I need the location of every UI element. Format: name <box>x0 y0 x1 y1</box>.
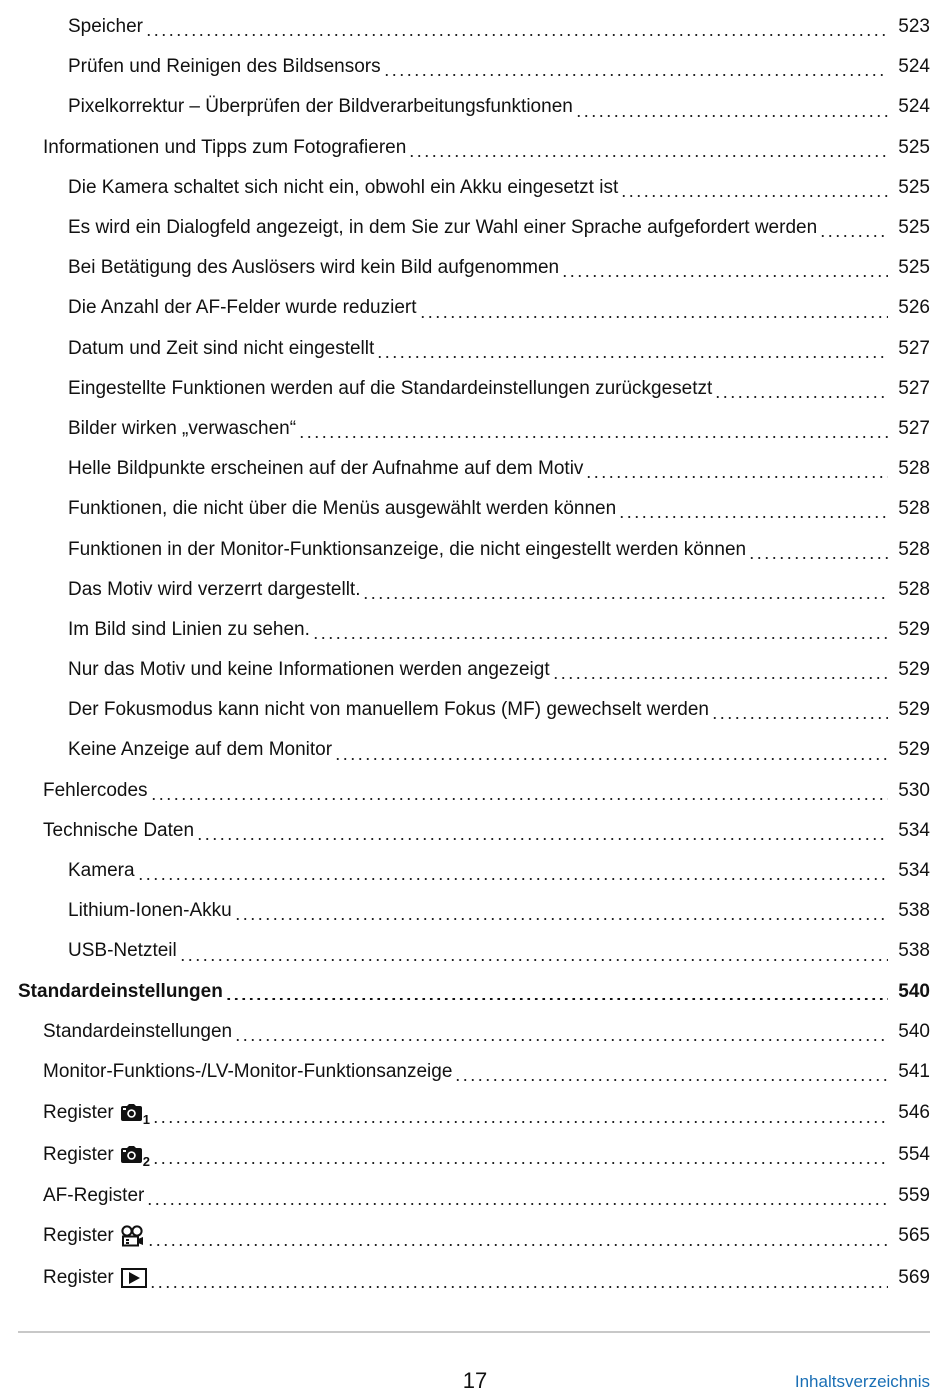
footer-divider <box>18 1331 930 1333</box>
dot-leader <box>376 356 888 358</box>
toc-entry-page: 534 <box>898 860 930 882</box>
toc-entry[interactable] <box>0 891 950 931</box>
dot-leader <box>196 838 888 840</box>
toc-entry-title <box>68 256 559 280</box>
toc-entry-title <box>43 1224 145 1248</box>
dot-leader <box>149 1286 888 1288</box>
dot-leader <box>312 637 888 639</box>
toc-entry-page: 541 <box>898 1060 930 1082</box>
toc-entry-title <box>68 15 143 39</box>
toc-entry-title-text: Der Fokusmodus kann nicht von manuellem Fokus (MF) gewechselt werden <box>68 699 709 721</box>
toc-entry-title-text: Monitor-Funktions-/LV-Monitor-Funktionsanzeige <box>43 1060 453 1082</box>
toc-entry-title-text: Register <box>43 1101 114 1123</box>
toc-entry-page: 554 <box>898 1143 930 1165</box>
toc-entry-title <box>68 859 135 883</box>
toc-entry-page: 523 <box>898 16 930 38</box>
toc-entry-title-text: Die Anzahl der AF-Felder wurde reduziert <box>68 297 417 319</box>
toc-entry-page: 527 <box>898 377 930 399</box>
toc-entry-title <box>68 538 746 562</box>
toc-entry[interactable] <box>0 1012 950 1052</box>
icon-subscript: 2 <box>142 1153 150 1169</box>
toc-entry-page: 524 <box>898 96 930 118</box>
dot-leader <box>225 998 888 1001</box>
toc-entry[interactable] <box>0 1257 950 1299</box>
dot-leader <box>145 34 888 36</box>
dot-leader <box>618 516 888 518</box>
toc-entry-title <box>68 658 550 682</box>
page-number: 17 <box>462 1368 488 1393</box>
toc-entry-page: 525 <box>898 176 930 198</box>
toc-entry-title-text: Das Motiv wird verzerrt dargestellt. <box>68 578 361 600</box>
toc-entry[interactable] <box>0 208 950 248</box>
toc-entry-title-text: Register <box>43 1143 114 1165</box>
dot-leader <box>575 115 888 117</box>
toc-entry[interactable] <box>0 730 950 770</box>
toc-entry[interactable] <box>0 329 950 369</box>
dot-leader <box>146 1203 888 1205</box>
toc-entry-title <box>68 497 616 521</box>
dot-leader <box>552 677 888 679</box>
toc-entry[interactable] <box>0 771 950 811</box>
toc-entry[interactable] <box>0 7 950 47</box>
toc-entry-title <box>68 698 709 722</box>
toc-entry-title <box>68 95 573 119</box>
dot-leader <box>152 1121 888 1123</box>
toc-entry[interactable] <box>0 1052 950 1092</box>
toc-entry[interactable] <box>0 449 950 489</box>
toc-entry[interactable] <box>0 168 950 208</box>
toc-entry[interactable] <box>0 972 950 1012</box>
toc-entry-title-text: Datum und Zeit sind nicht eingestellt <box>68 337 375 359</box>
toc-entry[interactable] <box>0 128 950 168</box>
toc-entry-title <box>68 216 817 240</box>
toc-entry-title-text: Helle Bildpunkte erscheinen auf der Aufnahme auf dem Motiv <box>68 458 584 480</box>
toc-entry-title <box>43 1266 147 1290</box>
toc-entry-title-text: Standardeinstellungen <box>18 980 223 1002</box>
toc-entry-title-text: Funktionen, die nicht über die Menüs ausgewählt werden können <box>68 498 617 520</box>
toc-entry-page: 540 <box>898 1020 930 1042</box>
toc-entry-page: 525 <box>898 217 930 239</box>
toc-entry-title <box>68 738 332 762</box>
table-of-contents-link[interactable]: Inhaltsverzeichnis <box>794 1372 930 1391</box>
toc-entry-page: 529 <box>898 659 930 681</box>
toc-entry-title-text: Prüfen und Reinigen des Bildsensors <box>68 56 381 78</box>
toc-entry-page: 524 <box>898 56 930 78</box>
toc-entry-title <box>43 1020 232 1044</box>
dot-leader <box>561 275 888 277</box>
toc-entry-title-text: Register <box>43 1267 114 1289</box>
toc-entry[interactable] <box>0 570 950 610</box>
toc-entry-page: 525 <box>898 257 930 279</box>
toc-entry[interactable] <box>0 811 950 851</box>
dot-leader <box>819 235 888 237</box>
camera-icon <box>121 1146 142 1163</box>
toc-entry-page: 538 <box>898 940 930 962</box>
dot-leader <box>298 436 888 438</box>
toc-entry-page: 529 <box>898 618 930 640</box>
toc-entry[interactable] <box>0 690 950 730</box>
dot-leader <box>234 1039 888 1041</box>
toc-entry-page: 528 <box>898 458 930 480</box>
toc-entry[interactable] <box>0 489 950 529</box>
dot-leader <box>152 1162 888 1164</box>
toc-entry-title <box>43 136 406 160</box>
toc-entry-title <box>18 980 223 1004</box>
toc-entry[interactable] <box>0 610 950 650</box>
table-of-contents <box>0 7 950 1299</box>
toc-entry-page: 530 <box>898 779 930 801</box>
toc-entry[interactable] <box>0 288 950 328</box>
toc-entry-title <box>68 578 360 602</box>
toc-entry-title <box>68 618 310 642</box>
dot-leader <box>234 918 888 920</box>
toc-entry-page: 528 <box>898 498 930 520</box>
toc-entry-title <box>68 296 417 320</box>
movie-camera-icon <box>121 1225 145 1247</box>
toc-entry-title <box>43 779 148 803</box>
dot-leader <box>419 316 889 318</box>
toc-entry-page: 534 <box>898 819 930 841</box>
playback-icon <box>121 1268 147 1288</box>
toc-entry-title-text: Standardeinstellungen <box>43 1020 233 1042</box>
toc-entry-title-text: Nur das Motiv und keine Informationen werden angezeigt <box>68 659 550 681</box>
toc-entry[interactable] <box>0 851 950 891</box>
toc-entry-title-text: Speicher <box>68 16 143 38</box>
toc-entry-title <box>43 1143 150 1167</box>
toc-entry-page: 565 <box>898 1225 930 1247</box>
toc-entry[interactable] <box>0 248 950 288</box>
toc-entry-page: 546 <box>898 1101 930 1123</box>
toc-entry-page: 529 <box>898 699 930 721</box>
dot-leader <box>383 74 888 76</box>
toc-entry-title <box>68 939 177 963</box>
toc-entry[interactable] <box>0 1134 950 1176</box>
toc-entry-title-text: Bilder wirken „verwaschen“ <box>68 417 297 439</box>
toc-entry-page: 540 <box>898 980 930 1002</box>
toc-entry[interactable] <box>0 1216 950 1258</box>
toc-entry-title <box>68 337 374 361</box>
toc-entry[interactable] <box>0 650 950 690</box>
toc-entry-page: 527 <box>898 417 930 439</box>
toc-entry-title-text: Pixelkorrektur – Überprüfen der Bildverarbeitungsfunktionen <box>68 96 573 118</box>
toc-entry-title-text: Lithium-Ionen-Akku <box>68 900 232 922</box>
dot-leader <box>362 597 888 599</box>
toc-entry[interactable] <box>0 87 950 127</box>
toc-entry-title-text: Funktionen in der Monitor-Funktionsanzeige, die nicht eingestellt werden können <box>68 538 747 560</box>
toc-entry[interactable] <box>0 529 950 569</box>
toc-entry-title-text: Register <box>43 1225 114 1247</box>
toc-entry-title-text: Keine Anzeige auf dem Monitor <box>68 739 333 761</box>
camera-icon <box>121 1104 142 1121</box>
dot-leader <box>711 717 888 719</box>
toc-entry-title-text: Es wird ein Dialogfeld angezeigt, in dem Sie zur Wahl einer Sprache aufgefordert werden <box>68 217 818 239</box>
toc-entry-page: 528 <box>898 538 930 560</box>
toc-entry-page: 526 <box>898 297 930 319</box>
toc-entry-title-text: Die Kamera schaltet sich nicht ein, obwohl ein Akku eingesetzt ist <box>68 176 619 198</box>
toc-entry-title-text: Im Bild sind Linien zu sehen. <box>68 618 310 640</box>
dot-leader <box>137 878 888 880</box>
toc-entry-title-text: Informationen und Tipps zum Fotografieren <box>43 136 407 158</box>
dot-leader <box>147 1244 888 1246</box>
dot-leader <box>408 155 888 157</box>
toc-entry-page: 538 <box>898 900 930 922</box>
dot-leader <box>620 195 888 197</box>
toc-entry-page: 525 <box>898 136 930 158</box>
toc-entry-title-text: Eingestellte Funktionen werden auf die Standardeinstellungen zurückgesetzt <box>68 377 713 399</box>
toc-entry[interactable] <box>0 47 950 87</box>
icon-subscript: 1 <box>142 1111 150 1127</box>
toc-entry-title-text: USB-Netzteil <box>68 940 177 962</box>
toc-entry-title <box>43 1101 150 1125</box>
toc-entry[interactable] <box>0 931 950 971</box>
toc-entry-page: 569 <box>898 1267 930 1289</box>
dot-leader <box>748 557 888 559</box>
toc-entry-title-text: Fehlercodes <box>43 779 148 801</box>
dot-leader <box>334 758 888 760</box>
toc-entry-title <box>43 1184 144 1208</box>
toc-entry-title <box>68 899 232 923</box>
toc-entry-title <box>68 176 618 200</box>
dot-leader <box>585 476 888 478</box>
toc-entry-page: 527 <box>898 337 930 359</box>
toc-entry-title-text: Kamera <box>68 860 135 882</box>
toc-entry[interactable] <box>0 409 950 449</box>
toc-entry-title <box>43 819 194 843</box>
toc-entry[interactable] <box>0 1175 950 1215</box>
dot-leader <box>179 959 888 961</box>
toc-entry-title <box>68 417 296 441</box>
toc-entry-title <box>68 377 712 401</box>
toc-entry-page: 529 <box>898 739 930 761</box>
dot-leader <box>150 798 888 800</box>
dot-leader <box>454 1079 888 1081</box>
toc-entry[interactable] <box>0 369 950 409</box>
toc-entry-title <box>68 457 583 481</box>
toc-entry-title-text: AF-Register <box>43 1184 145 1206</box>
toc-entry-title <box>43 1060 452 1084</box>
toc-entry-title <box>68 55 381 79</box>
dot-leader <box>714 396 888 398</box>
toc-entry-page: 559 <box>898 1184 930 1206</box>
toc-entry-title-text: Bei Betätigung des Auslösers wird kein Bild aufgenommen <box>68 257 560 279</box>
toc-entry-page: 528 <box>898 578 930 600</box>
toc-entry-title-text: Technische Daten <box>43 819 195 841</box>
toc-entry[interactable] <box>0 1092 950 1134</box>
